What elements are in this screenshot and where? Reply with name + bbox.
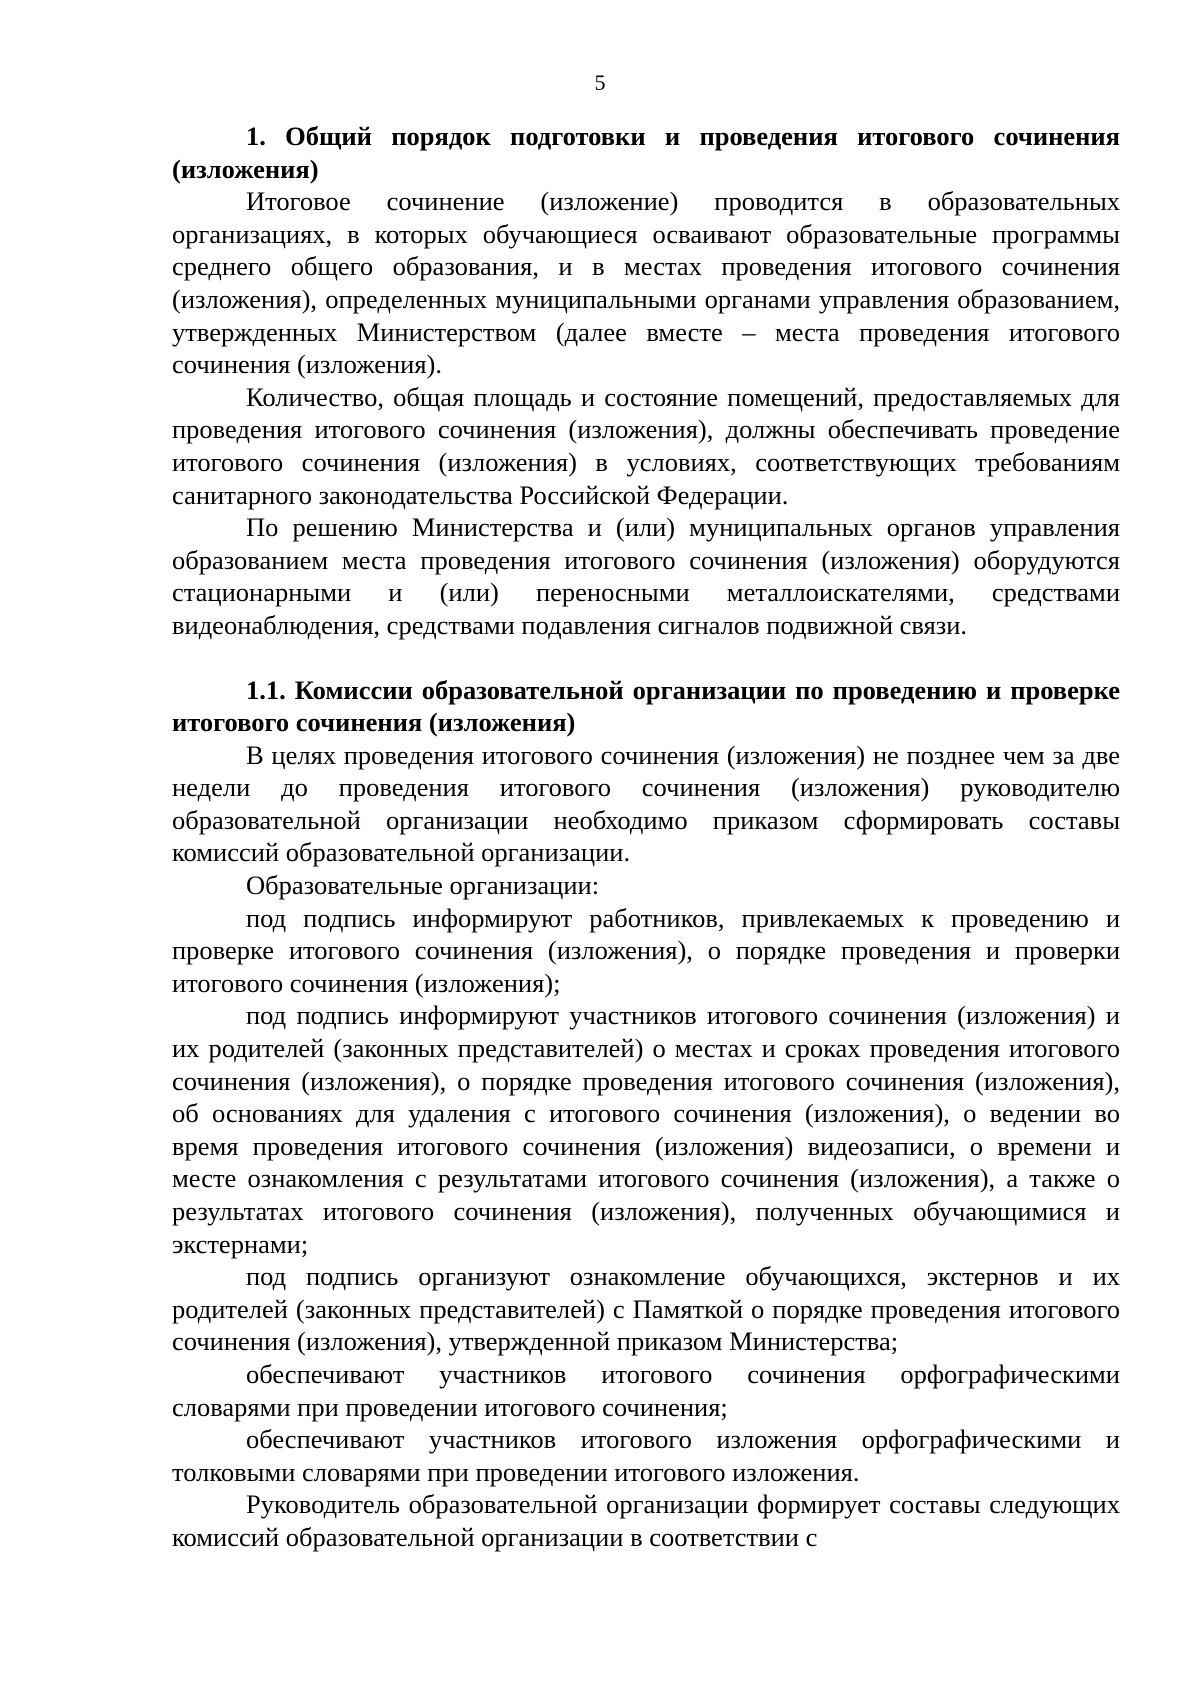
list-item: обеспечивают участников итогового сочинения орфографическими словарями при проведении итогового сочинения; — [172, 1358, 1120, 1422]
section-heading: 1. Общий порядок подготовки и проведения итогового сочинения (изложения) — [172, 121, 1120, 184]
document-body — [172, 120, 1120, 1554]
paragraph: Руководитель образовательной организации формирует составы следующих комиссий образовательной организации в соответствии с — [172, 1489, 1120, 1552]
list-item: под подпись информируют участников итогового сочинения (изложения) и их родителей (законных представителей) о местах и сроках проведения итогового сочинения (изложения), о порядке проведения итогового сочинения (изложения), об основаниях для удаления с итогового сочинения (изложения), о ведении во время проведения итогового сочинения (изложения) видеозаписи, о времени и месте ознакомления с результатами итогового сочинения (изложения), а также о результатах итогового сочинения (изложения), полученных обучающимися и экстернами; — [172, 1000, 1120, 1259]
paragraph: Количество, общая площадь и состояние помещений, предоставляемых для проведения итогового сочинения (изложения), должны обеспечивать проведение итогового сочинения (изложения) в условиях, соответствующих требованиям санитарного законодательства Российской Федерации. — [172, 381, 1120, 510]
paragraph: По решению Министерства и (или) муниципальных органов управления образованием места проведения итогового сочинения (изложения) оборудуются стационарными и (или) переносными металлоискателями, средствами видеонаблюдения, средствами подавления сигналов подвижной связи. — [172, 512, 1120, 640]
list-item: под подпись информируют работников, привлекаемых к проведению и проверке итогового сочинения (изложения), о порядке проведения и проверки итогового сочинения (изложения); — [172, 902, 1120, 998]
subsection-heading: 1.1. Комиссии образовательной организации по проведению и проверке итогового сочинения (изложения) — [172, 674, 1120, 738]
page-number: 5 — [594, 70, 606, 95]
list-item: под подпись организуют ознакомление обучающихся, экстернов и их родителей (законных представителей) с Памяткой о порядке проведения итогового сочинения (изложения), утвержденной приказом Министерства; — [172, 1261, 1120, 1357]
paragraph: Образовательные организации: — [246, 870, 600, 901]
paragraph: Итоговое сочинение (изложение) проводится в образовательных организациях, в которых обучающиеся осваивают образовательные программы среднего общего образования, и в местах проведения итогового сочинения (изложения), определенных муниципальными органами управления образованием, утвержденных Министерством (далее вместе – места проведения итогового сочинения (изложения). — [172, 186, 1120, 380]
paragraph: В целях проведения итогового сочинения (изложения) не позднее чем за две недели до проведения итогового сочинения (изложения) руководителю образовательной организации необходимо приказом сформировать составы комиссий образовательной организации. — [172, 739, 1120, 868]
list-item: обеспечивают участников итогового изложения орфографическими и толковыми словарями при проведении итогового изложения. — [172, 1424, 1120, 1487]
